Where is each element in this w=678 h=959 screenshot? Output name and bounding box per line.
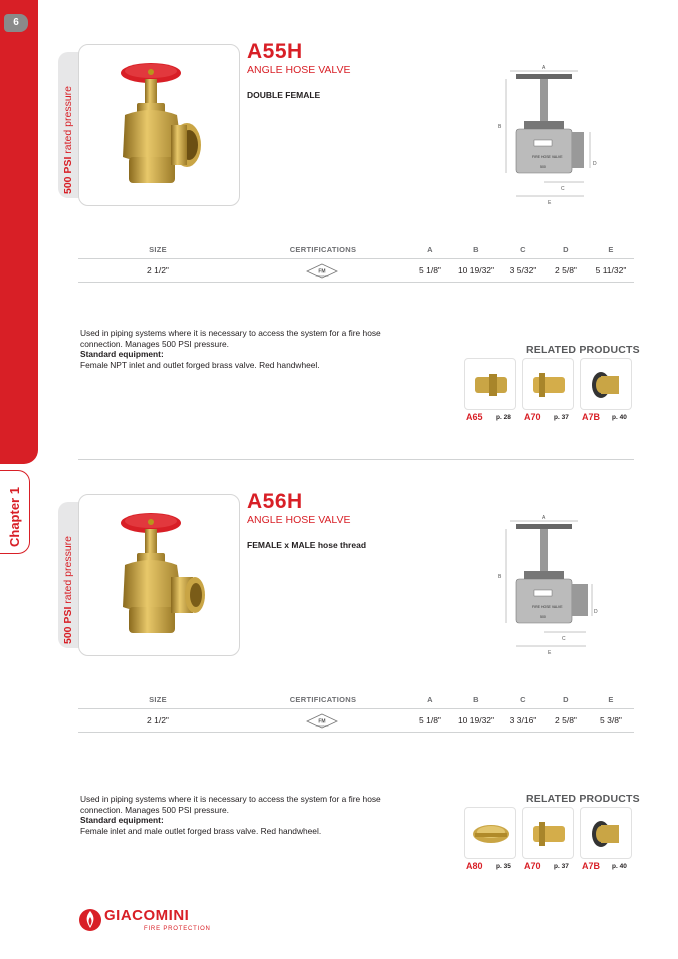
fm-approved-icon [306, 263, 338, 279]
related-page: p. 40 [612, 863, 627, 870]
spec-e-value: 5 11/32" [595, 265, 627, 275]
diagram-psi-text: 500 [540, 165, 546, 169]
spec-c-value: 3 3/16" [509, 715, 537, 725]
adapter-fitting-icon [523, 808, 575, 860]
description-text: Used in piping systems where it is necessary to access the system for a fire hose connection. Manages 500 PSI pressure. [80, 328, 381, 349]
spec-header-d: D [563, 245, 569, 254]
product-photo-card [78, 494, 240, 656]
equipment-text: Female NPT inlet and outlet forged brass valve. Red handwheel. [80, 359, 320, 370]
spec-header-e: E [608, 695, 614, 704]
giacomini-logo [78, 905, 218, 939]
spec-header-b: B [473, 245, 479, 254]
dim-label-e: E [548, 650, 552, 656]
spec-header-a: A [427, 245, 433, 254]
chapter-tab [0, 470, 30, 554]
flame-logo-icon [78, 907, 102, 933]
dim-label-b: B [498, 574, 502, 580]
dimension-diagram [486, 62, 616, 206]
related-code[interactable]: A70 [524, 412, 541, 422]
spec-header-certifications: CERTIFICATIONS [289, 245, 357, 254]
dim-label-c: C [562, 636, 566, 642]
dim-label-c: C [561, 186, 565, 192]
spec-header-certifications: CERTIFICATIONS [289, 695, 357, 704]
related-page: p. 35 [496, 863, 511, 870]
dim-label-b: B [498, 124, 502, 130]
related-code[interactable]: A7B [582, 412, 601, 422]
related-page: p. 40 [612, 414, 627, 421]
related-code[interactable]: A80 [466, 861, 483, 871]
product-type: ANGLE HOSE VALVE [247, 514, 351, 526]
related-item-image[interactable] [580, 807, 632, 859]
adapter-fitting-icon [523, 359, 575, 411]
spec-d-value: 2 5/8" [555, 265, 577, 275]
rated-pressure-tab [58, 502, 80, 648]
spec-b-value: 10 19/32" [457, 715, 495, 725]
spec-e-value: 5 3/8" [600, 715, 622, 725]
equipment-label: Standard equipment: [80, 349, 164, 359]
fm-cert-sub: APPROVED [315, 276, 329, 278]
related-item-image[interactable] [580, 358, 632, 410]
rated-pressure-label: 500 PSI rated pressure [62, 536, 74, 644]
fm-cert-text: FM [318, 718, 326, 725]
brand-name: GIACOMINI [104, 907, 190, 924]
valve-image [79, 495, 241, 657]
related-code[interactable]: A70 [524, 861, 541, 871]
related-page: p. 37 [554, 414, 569, 421]
spec-header-e: E [608, 245, 614, 254]
fm-approved-icon [306, 713, 338, 729]
spec-d-value: 2 5/8" [555, 715, 577, 725]
dimension-diagram [486, 512, 616, 656]
brand-tagline: FIRE PROTECTION [144, 926, 211, 932]
nipple-fitting-icon [465, 359, 517, 411]
spec-divider [78, 708, 634, 709]
dim-label-d: D [594, 609, 598, 615]
spec-divider [78, 258, 634, 259]
spec-size-value: 2 1/2" [147, 715, 169, 725]
spec-header-c: C [520, 245, 526, 254]
related-item-image[interactable] [522, 358, 574, 410]
cap-fitting-icon [581, 359, 633, 411]
spec-header-size: SIZE [149, 695, 167, 704]
dim-label-d: D [593, 161, 597, 167]
spec-c-value: 3 5/32" [509, 265, 537, 275]
product-description [80, 794, 410, 836]
product-photo-card [78, 44, 240, 206]
page-number: 6 [4, 14, 28, 32]
equipment-text: Female inlet and male outlet forged brass valve. Red handwheel. [80, 825, 322, 836]
related-item-image[interactable] [522, 807, 574, 859]
related-page: p. 37 [554, 863, 569, 870]
related-products-title: RELATED PRODUCTS [526, 793, 640, 805]
fm-cert-text: FM [318, 268, 326, 275]
product-variant: DOUBLE FEMALE [247, 90, 321, 100]
valve-image [79, 45, 241, 207]
spec-data-row [78, 710, 634, 730]
spec-size-value: 2 1/2" [147, 265, 169, 275]
hose-reel-icon [465, 808, 517, 860]
diagram-plate-text: FIRE HOSE VALVE [532, 155, 563, 159]
product-variant: FEMALE x MALE hose thread [247, 540, 367, 550]
product-description [80, 328, 410, 370]
spec-header-row [78, 240, 634, 260]
related-item-image[interactable] [464, 807, 516, 859]
spec-header-row [78, 690, 634, 710]
spec-a-value: 5 1/8" [419, 265, 441, 275]
rated-pressure-tab [58, 52, 80, 198]
spec-header-a: A [427, 695, 433, 704]
related-code[interactable]: A7B [582, 861, 601, 871]
spec-divider-bottom [78, 282, 634, 283]
product-type: ANGLE HOSE VALVE [247, 64, 351, 76]
dim-label-a: A [542, 515, 546, 521]
product-code: A55H [247, 40, 303, 63]
section-divider [78, 459, 634, 460]
spec-b-value: 10 19/32" [457, 265, 495, 275]
related-code[interactable]: A65 [466, 412, 483, 422]
product-code: A56H [247, 490, 303, 513]
dim-label-a: A [542, 65, 546, 71]
related-page: p. 28 [496, 414, 511, 421]
spec-header-b: B [473, 695, 479, 704]
related-item-image[interactable] [464, 358, 516, 410]
spec-a-value: 5 1/8" [419, 715, 441, 725]
chapter-label: Chapter 1 [7, 487, 22, 547]
spec-header-size: SIZE [149, 245, 167, 254]
spec-header-c: C [520, 695, 526, 704]
diagram-psi-text: 500 [540, 615, 546, 619]
fm-cert-sub: APPROVED [315, 726, 329, 728]
spec-data-row [78, 260, 634, 280]
cap-fitting-icon [581, 808, 633, 860]
spec-header-d: D [563, 695, 569, 704]
related-products-title: RELATED PRODUCTS [526, 344, 640, 356]
spec-divider-bottom [78, 732, 634, 733]
equipment-label: Standard equipment: [80, 815, 164, 825]
chapter-title: Hose, Sprinkler Valves and Accessories [12, 566, 28, 848]
diagram-plate-text: FIRE HOSE VALVE [532, 605, 563, 609]
dim-label-e: E [548, 200, 552, 206]
rated-pressure-label: 500 PSI rated pressure [62, 86, 74, 194]
description-text: Used in piping systems where it is necessary to access the system for a fire hose connection. Manages 500 PSI pressure. [80, 794, 381, 815]
